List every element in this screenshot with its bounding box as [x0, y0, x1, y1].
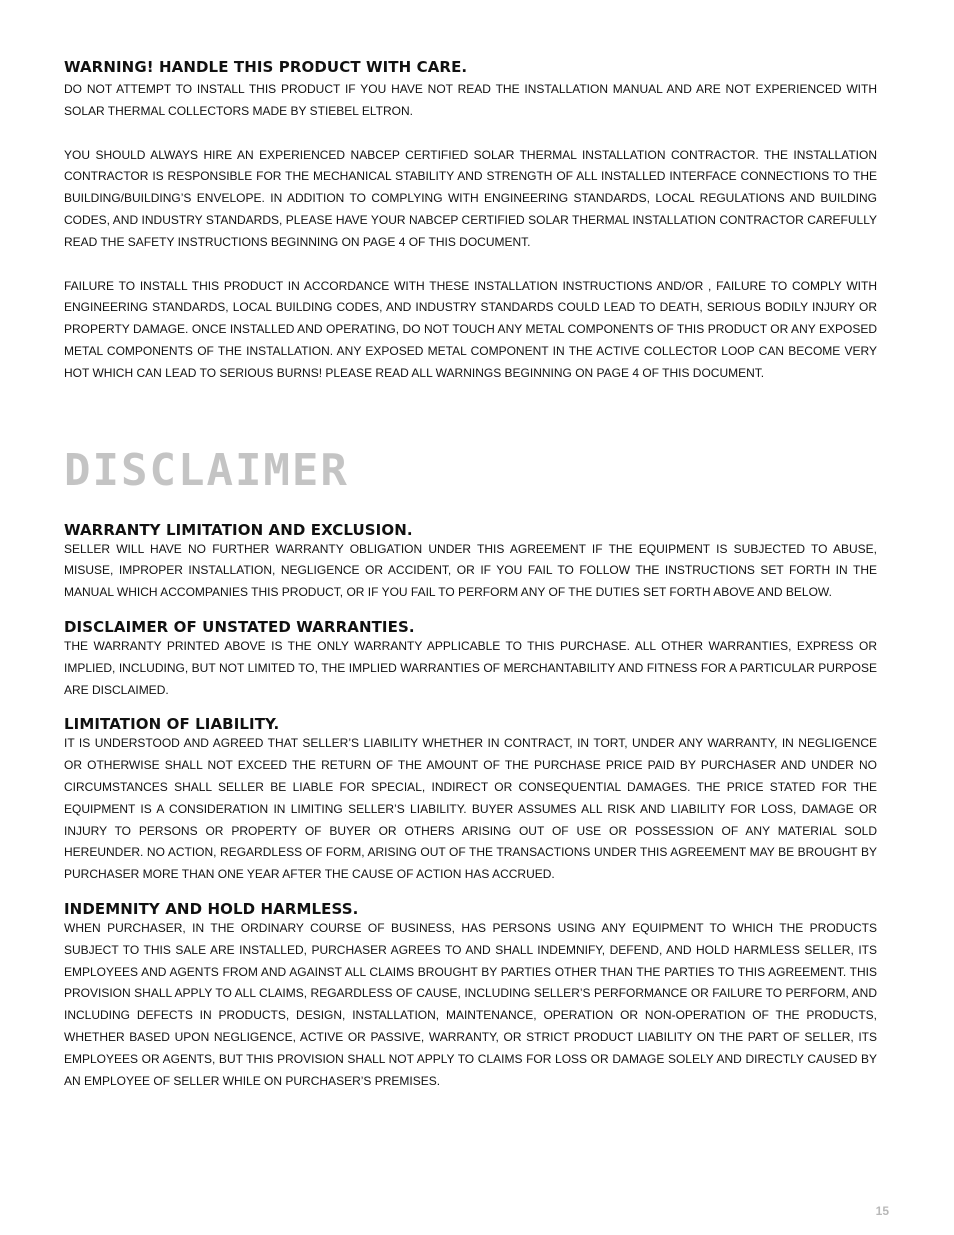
- warranty-limitation-section: [64, 521, 877, 604]
- warning-heading: WARNING! HANDLE THIS PRODUCT WITH CARE.: [64, 58, 468, 76]
- section-heading: WARRANTY LIMITATION AND EXCLUSION.: [64, 520, 413, 539]
- warning-paragraph-2: YOU SHOULD ALWAYS HIRE AN EXPERIENCED NABCEP CERTIFIED SOLAR THERMAL INSTALLATION CONTRACTOR. THE INSTALLATION CONTRACTOR IS RESPONSIBLE FOR THE MECHANICAL STABILITY AND STRENGTH OF ALL INSTALLED INTERFACE CONNECTIONS TO THE BUILDING/BUILDING’S ENVELOPE. IN ADDITION TO COMPLYING WITH ENGINEERING STANDARDS, LOCAL REGULATIONS AND BUILDING CODES, AND INDUSTRY STANDARDS, PLEASE HAVE YOUR NABCEP CERTIFIED SOLAR THERMAL INSTALLATION CONTRACTOR CAREFULLY READ THE SAFETY INSTRUCTIONS BEGINNING ON PAGE 4 OF THIS DOCUMENT.: [64, 147, 877, 249]
- section-body: WHEN PURCHASER, IN THE ORDINARY COURSE OF BUSINESS, HAS PERSONS USING ANY EQUIPMENT TO WHICH THE PRODUCTS SUBJECT TO THIS SALE ARE INSTALLED, PURCHASER AGREES TO AND SHALL INDEMNIFY, DEFEND, AND HOLD HARMLESS SELLER, ITS EMPLOYEES AND AGENTS FROM AND AGAINST ALL CLAIMS BROUGHT BY PARTIES OTHER THAN THE PARTIES TO THIS AGREEMENT. THIS PROVISION SHALL APPLY TO ALL CLAIMS, REGARDLESS OF CAUSE, INCLUDING SELLER’S PERFORMANCE OR FAILURE TO PERFORM, AND INCLUDING DEFECTS IN PRODUCTS, DESIGN, INSTALLATION, MAINTENANCE, OPERATION OR NON-OPERATION OF THE PRODUCTS, WHETHER BASED UPON NEGLIGENCE, ACTIVE OR PASSIVE, WARRANTY, OR STRICT PRODUCT LIABILITY ON THE PART OF SELLER, ITS EMPLOYEES OR AGENTS, BUT THIS PROVISION SHALL NOT APPLY TO CLAIMS FOR LOSS OR DAMAGE SOLELY AND DIRECTLY CAUSED BY AN EMPLOYEE OF SELLER WHILE ON PURCHASER’S PREMISES.: [64, 920, 877, 1088]
- section-body: IT IS UNDERSTOOD AND AGREED THAT SELLER’S LIABILITY WHETHER IN CONTRACT, IN TORT, UNDER ANY WARRANTY, IN NEGLIGENCE OR OTHERWISE SHALL NOT EXCEED THE RETURN OF THE AMOUNT OF THE PURCHASE PRICE PAID BY PURCHASER AND UNDER NO CIRCUMSTANCES SHALL SELLER BE LIABLE FOR SPECIAL, INDIRECT OR CONSEQUENTIAL DAMAGES. THE PRICE STATED FOR THE EQUIPMENT IS A CONSIDERATION IN LIMITING SELLER’S LIABILITY. BUYER ASSUMES ALL RISK AND LIABILITY FOR LOSS, DAMAGE OR INJURY TO PERSONS OR PROPERTY OF BUYER OR OTHERS ARISING OUT OF USE OR POSSESSION OF ANY MATERIAL SOLD HEREUNDER. NO ACTION, REGARDLESS OF FORM, ARISING OUT OF THE TRANSACTIONS UNDER THIS AGREEMENT MAY BE BROUGHT BY PURCHASER MORE THAN ONE YEAR AFTER THE CAUSE OF ACTION HAS ACCRUED.: [64, 736, 877, 882]
- limitation-of-liability-section: [64, 715, 877, 886]
- section-body: THE WARRANTY PRINTED ABOVE IS THE ONLY WARRANTY APPLICABLE TO THIS PURCHASE. ALL OTHER WARRANTIES, EXPRESS OR IMPLIED, INCLUDING, BUT NOT LIMITED TO, THE IMPLIED WARRANTIES OF MERCHANTABILITY AND FITNESS FOR A PARTICULAR PURPOSE ARE DISCLAIMED.: [64, 638, 877, 697]
- section-heading: DISCLAIMER OF UNSTATED WARRANTIES.: [64, 617, 415, 636]
- section-body: SELLER WILL HAVE NO FURTHER WARRANTY OBLIGATION UNDER THIS AGREEMENT IF THE EQUIPMENT IS SUBJECTED TO ABUSE, MISUSE, IMPROPER INSTALLATION, NEGLIGENCE OR ACCIDENT, OR IF YOU FAIL TO FOLLOW THE INSTRUCTIONS SET FORTH IN THE MANUAL WHICH ACCOMPANIES THIS PRODUCT, OR IF YOU FAIL TO PERFORM ANY OF THE DUTIES SET FORTH ABOVE AND BELOW.: [64, 541, 877, 600]
- disclaimer-title: DISCLAIMER: [64, 444, 349, 496]
- warning-paragraph-3: FAILURE TO INSTALL THIS PRODUCT IN ACCORDANCE WITH THESE INSTALLATION INSTRUCTIONS AND/OR , FAILURE TO COMPLY WITH ENGINEERING STANDARDS, LOCAL BUILDING CODES, AND INDUSTRY STANDARDS COULD LEAD TO DEATH, SERIOUS BODILY INJURY OR PROPERTY DAMAGE. ONCE INSTALLED AND OPERATING, DO NOT TOUCH ANY METAL COMPONENTS OF THIS PRODUCT OR ANY EXPOSED METAL COMPONENTS OF THE INSTALLATION. ANY EXPOSED METAL COMPONENT IN THE ACTIVE COLLECTOR LOOP CAN BECOME VERY HOT WHICH CAN LEAD TO SERIOUS BURNS! PLEASE READ ALL WARNINGS BEGINNING ON PAGE 4 OF THIS DOCUMENT.: [64, 278, 877, 380]
- unstated-warranties-section: [64, 618, 877, 701]
- section-heading: LIMITATION OF LIABILITY.: [64, 715, 280, 734]
- warning-paragraph-1: DO NOT ATTEMPT TO INSTALL THIS PRODUCT IF YOU HAVE NOT READ THE INSTALLATION MANUAL AND ARE NOT EXPERIENCED WITH SOLAR THERMAL COLLECTORS MADE BY STIEBEL ELTRON.: [64, 82, 877, 118]
- document-page: [64, 58, 877, 1092]
- section-heading: INDEMNITY AND HOLD HARMLESS.: [64, 899, 359, 918]
- indemnity-section: [64, 900, 877, 1092]
- page-number: 15: [875, 1204, 889, 1218]
